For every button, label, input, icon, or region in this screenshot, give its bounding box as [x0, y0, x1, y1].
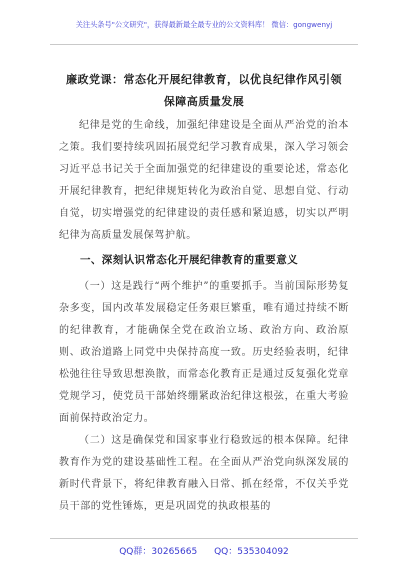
footer-contact	[0, 544, 408, 557]
footer-qq: QQ：535304092	[214, 547, 289, 557]
header-divider	[50, 44, 358, 45]
footer-divider	[50, 538, 358, 539]
header-banner: 关注头条号"公文研究"，获得最新最全最专业的公文资料库！ 微信：gongwenyj	[75, 20, 333, 29]
section-heading: 一、深刻认识常态化开展纪律教育的重要意义	[80, 254, 298, 266]
footer-qq-group: QQ群：30265665	[119, 547, 198, 557]
document-title: 廉政党课：常态化开展纪律教育，以优良纪律作风引领保障高质量发展	[66, 73, 342, 108]
section-paragraph-1: （一）这是践行“两个维护”的重要抓手。当前国际形势复杂多变，国内改革发展稳定任务艰巨繁重，唯有通过持续不断的纪律教育，才能确保全党在政治立场、政治方向、政治原则、政治道路上同党中央保持高度一致。历史经验表明，纪律松弛往往导致思想涣散，而常态化教育正是通过反复强化党章党规学习，使党员干部始终绷紧政治纪律这根弦，在重大考验面前保持政治定力。	[59, 281, 349, 424]
section-paragraph-2: （二）这是确保党和国家事业行稳致远的根本保障。纪律教育作为党的建设基础性工程。在全面从严治党向纵深发展的新时代背景下，将纪律教育融入日常、抓在经常，不仅关乎党员干部的党性锤炼，更是巩固党的执政根基的	[59, 435, 349, 512]
intro-paragraph: 纪律是党的生命线，加强纪律建设是全面从严治党的治本之策。我们要持续巩固拓展党纪学习教育成果，深入学习领会习近平总书记关于全面加强党的纪律建设的重要论述，常态化开展纪律教育，把纪律规矩转化为政治自觉、思想自觉、行动自觉，切实增强党的纪律建设的责任感和紧迫感，切实以严明纪律为高质量发展保驾护航。	[59, 120, 349, 241]
